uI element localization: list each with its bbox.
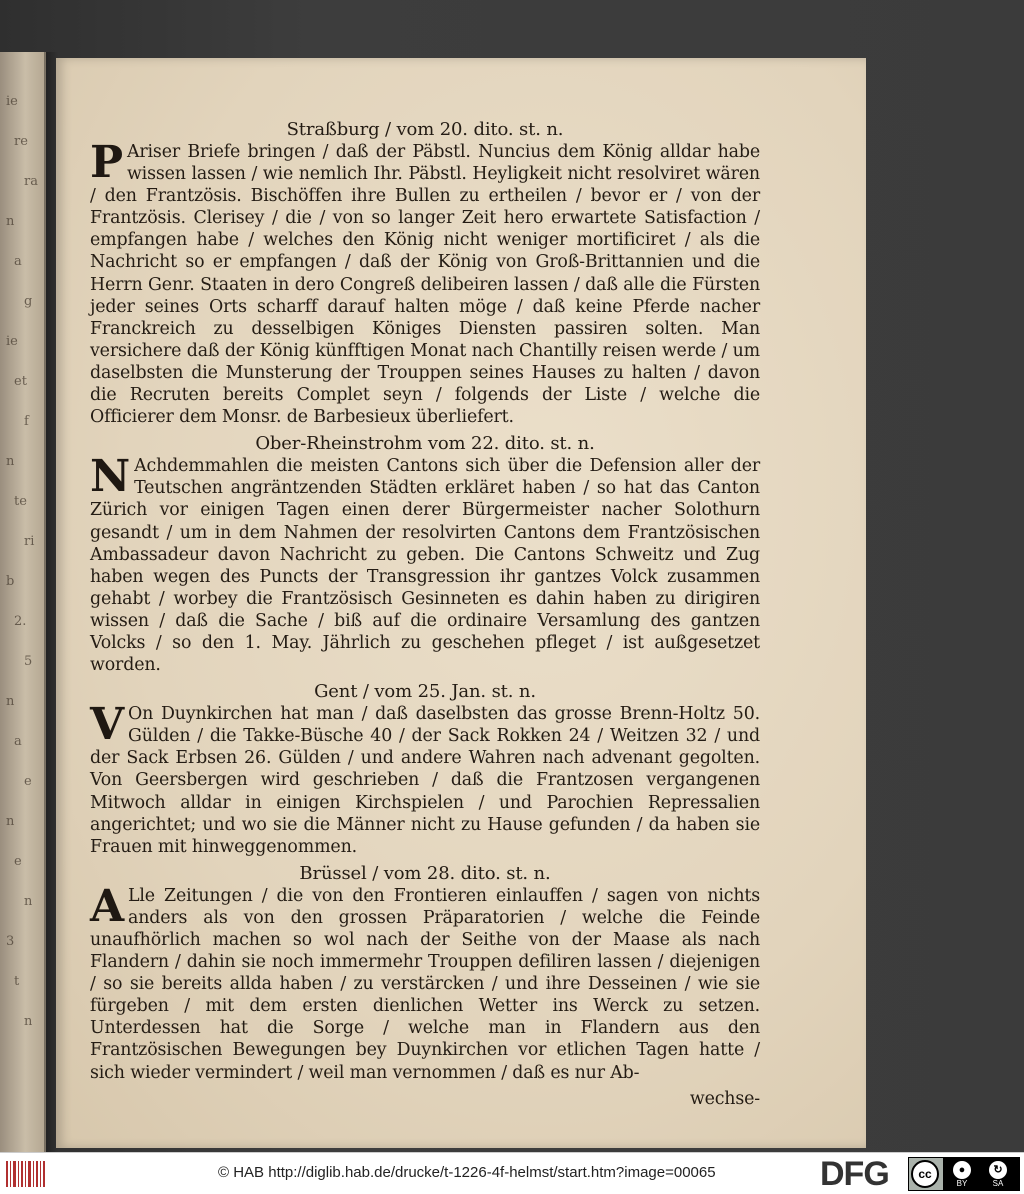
bleed-fragment: 2.: [14, 614, 27, 629]
person-icon: ●: [953, 1161, 971, 1179]
section-heading: Ober-Rheinstrohm vom 22. dito. st. n.: [255, 433, 595, 455]
bleed-fragment: e: [24, 774, 32, 789]
section-paragraph: [90, 451, 760, 676]
drop-cap: P: [90, 137, 123, 188]
drop-cap: V: [90, 699, 124, 751]
bleed-fragment: n: [6, 694, 15, 709]
section-heading: Gent / vom 25. Jan. st. n.: [314, 681, 536, 703]
bleed-fragment: et: [14, 374, 27, 389]
section-ober-rheinstrohm: [90, 432, 760, 676]
share-alike-icon: ↻: [989, 1161, 1007, 1179]
copyright-link[interactable]: © HAB http://diglib.hab.de/drucke/t-1226-4f-helmst/start.htm?image=00065: [218, 1164, 716, 1181]
drop-cap: N: [90, 451, 131, 503]
bleed-fragment: n: [24, 1014, 33, 1029]
bleed-fragment: ra: [24, 174, 38, 189]
bleed-fragment: ri: [24, 534, 35, 549]
bleed-fragment: b: [6, 574, 15, 589]
bleed-fragment: f: [24, 414, 29, 429]
bleed-fragment: 3: [6, 934, 15, 949]
section-paragraph: [90, 137, 760, 428]
bleed-fragment: 5: [24, 654, 33, 669]
bleed-fragment: n: [6, 454, 15, 469]
page-text-block: [90, 118, 760, 1110]
catchword: wechse-: [689, 1088, 760, 1109]
cc-by-label: BY: [956, 1179, 968, 1188]
cc-icon: cc: [911, 1160, 939, 1188]
bleed-fragment: g: [24, 294, 33, 309]
section-heading: Straßburg / vom 20. dito. st. n.: [286, 119, 564, 140]
paragraph-text: Achdemmahlen die meisten Cantons sich über die Defension aller der Teutschen angräntzenden Städten erkläret haben / so hat das Canton Zürich vor einigen Tagen einen derer Bürgermeister nacher Solothurn gesandt / um in dem Nahmen der resolvirten Cantons dem Frantzösischen Ambassadeur davon Nachricht zu geben. Die Cantons Schweitz und Zug haben wegen des Puncts der Transgression ihr gantzes Volck zusammen gehabt / worbey die Frantzösisch Gesinneten es dahin haben zu dirigiren wissen / daß die Sache / biß auf die ordinaire Versamlung des gantzen Volcks / so den 1. May. Jährlich zu geschehen pfleget / ist außgesetzet worden.: [90, 456, 760, 676]
bleed-fragment: n: [6, 214, 15, 229]
facing-page-edge: [0, 52, 46, 1152]
book-page: [56, 58, 866, 1148]
bleed-fragment: e: [14, 854, 22, 869]
bleed-fragment: ie: [6, 94, 18, 109]
section-paragraph: [90, 699, 760, 858]
cc-sa-label: SA: [992, 1179, 1004, 1188]
drop-cap: A: [90, 880, 124, 932]
barcode-icon: [6, 1161, 46, 1187]
paragraph-text: Ariser Briefe bringen / daß der Päbstl. Nuncius dem König alldar habe wissen lassen / wie nemlich Ihr. Päbstl. Heyligkeit nicht resolviret wären / den Frantzösis. Bischöffen ihre Bullen zu ertheilen / bevor er / von der Frantzösis. Clerisey / die / von so langer Zeit hero erwartete Satisfaction / empfangen habe / welches den König nicht weniger mortificiret / als die Nachricht so er empfangen / daß der König von Groß-Brittannien und die Herrn Genr. Staaten in dero Congreß delibeiren lassen / daß alle die Fürsten jeder seines Orts scharff darauf halten möge / daß keine Pferde nacher Franckreich zu desselbigen Königes Diensten passiren solten. Man versichere daß der König künfftigen Monat nach Chantilly reisen werde / um daselbsten die Munsterung der Trouppen seines Hauses zu halten / davon die Recruten bereits Complet seyn / folgends der Liste / welche die Officierer dem Monsr. de Barbesieux überliefert.: [90, 142, 760, 428]
paragraph-text: On Duynkirchen hat man / daß daselbsten das grosse Brenn-Holtz 50. Gülden / die Takke-Büsche 40 / der Sack Rokken 24 / Weitzen 32 / und der Sack Erbsen 26. Gülden / und andere Wahren nach advenant gegolten. Von Geersbergen wird geschrieben / daß die Frantzosen vergangenen Mitwoch alldar in einigen Kirchspielen / und Parochien Repressalien angerichtet; und wo sie die Männer nicht zu Hause gefunden / da haben sie Frauen mit hinweggenommen.: [90, 704, 760, 857]
bleed-fragment: te: [14, 494, 27, 509]
section-strassburg: [90, 118, 760, 428]
paragraph-text: Lle Zeitungen / die von den Frontieren einlauffen / sagen von nichts anders als von den grossen Präparatorien / welche die Feinde unaufhörlich machen so wol nach der Seithe von der Maase als nach Flandern / dahin sie noch immermehr Trouppen defiliren lassen / diejenigen / so sie bereits allda haben / zu verstärcken / und ihre Desseinen / wie sie fürgeben / mit dem ersten dienlichen Wetter ins Werck zu setzen. Unterdessen hat die Sorge / welche man in Flandern aus den Frantzösischen Bewegungen bey Duynkirchen vor etlichen Tagen hatte / sich wieder vermindert / weil man vernommen / daß es nur Ab-: [90, 885, 760, 1083]
bleed-fragment: a: [14, 734, 22, 749]
bleed-fragment: a: [14, 254, 22, 269]
section-bruessel: [90, 862, 760, 1084]
cc-license-badge[interactable]: [908, 1157, 1020, 1191]
section-paragraph: [90, 880, 760, 1084]
bleed-fragment: n: [6, 814, 15, 829]
bleed-fragment: n: [24, 894, 33, 909]
bleed-fragment: ie: [6, 334, 18, 349]
section-gent: [90, 680, 760, 858]
cc-badge-panel: [943, 1158, 1019, 1190]
bleed-fragment: t: [14, 974, 20, 989]
viewer-footer: [0, 1152, 1024, 1194]
dfg-logo[interactable]: DFG: [820, 1155, 889, 1193]
bleed-fragment: re: [14, 134, 28, 149]
section-heading: Brüssel / vom 28. dito. st. n.: [299, 862, 551, 884]
